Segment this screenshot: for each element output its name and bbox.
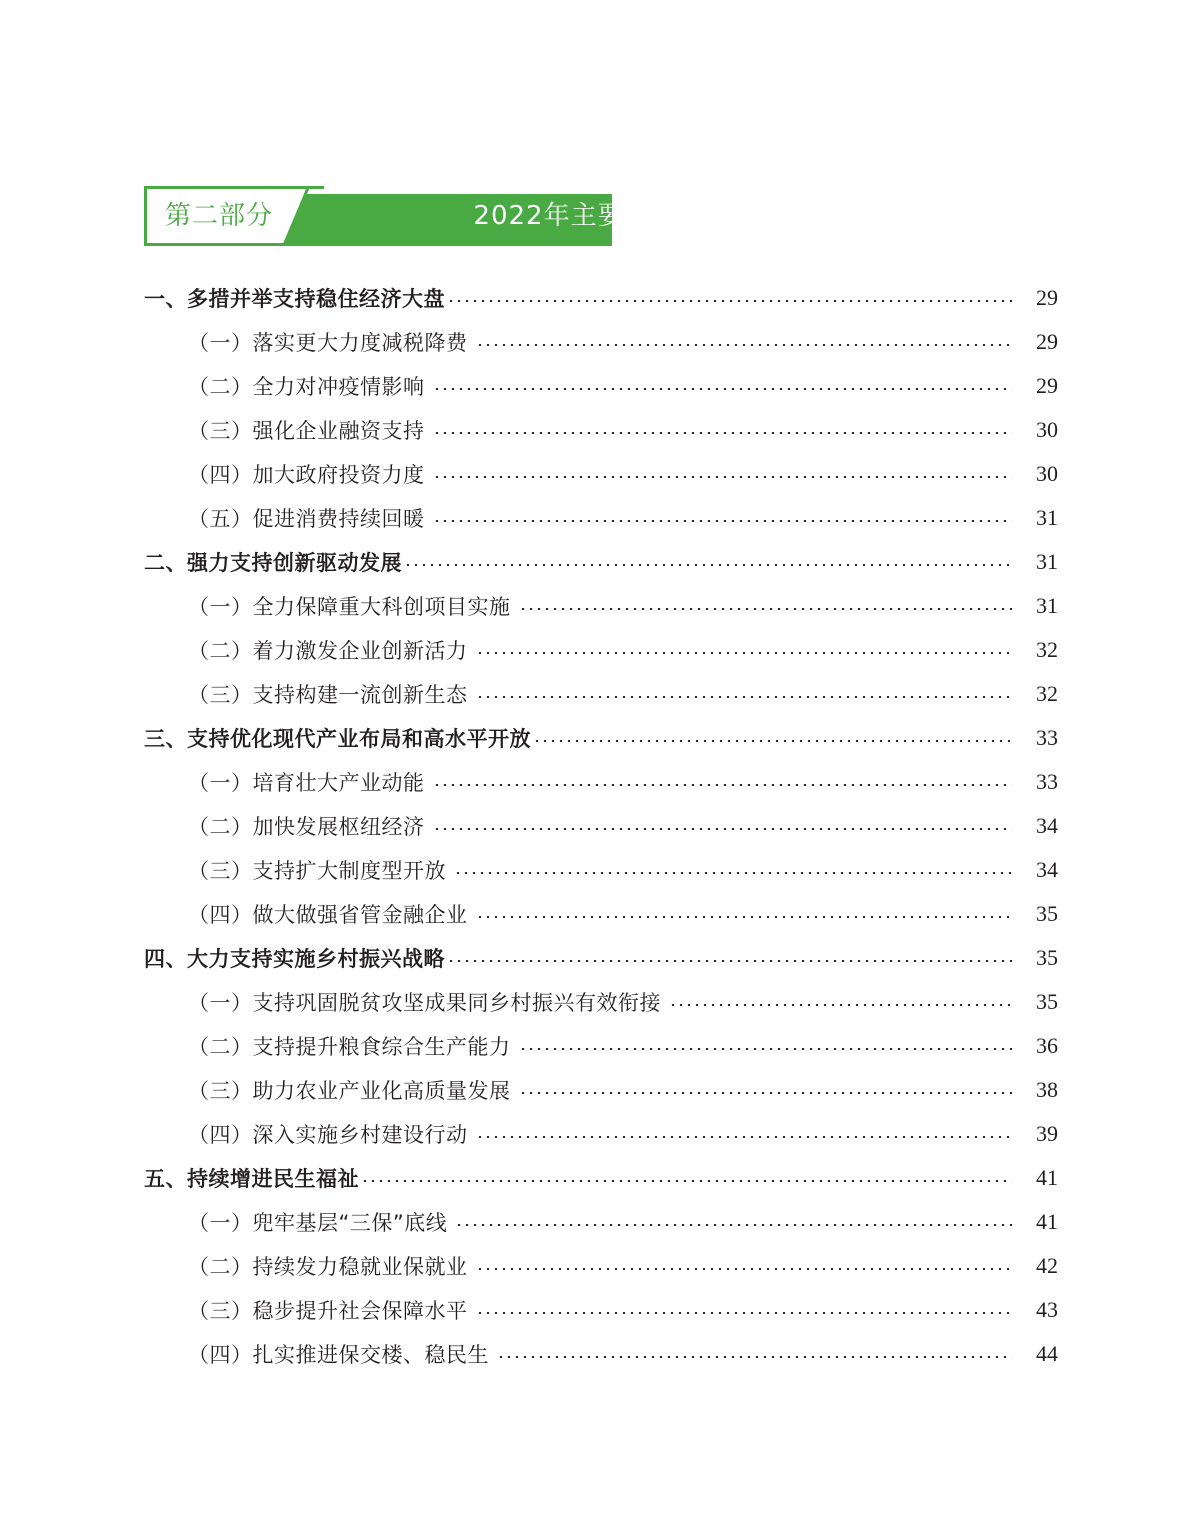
toc-page-number: 43: [1036, 1297, 1058, 1322]
toc-entry-label: 五、持续增进民生福祉: [144, 1167, 359, 1191]
table-of-contents: [144, 276, 1058, 1376]
toc-subsection-entry: [144, 584, 1058, 628]
toc-page-number: 39: [1036, 1121, 1058, 1146]
toc-subsection-entry: [144, 364, 1058, 408]
toc-dot-leader: [433, 476, 1013, 478]
toc-dot-leader: [404, 564, 1012, 566]
toc-subsection-entry: [144, 848, 1058, 892]
toc-dot-leader: [476, 652, 1013, 654]
toc-page-number: 29: [1036, 285, 1058, 310]
toc-page-number: 29: [1036, 373, 1058, 398]
toc-page-number: 31: [1036, 593, 1058, 618]
toc-page-number: 31: [1036, 505, 1058, 530]
toc-dot-leader: [361, 1180, 1012, 1182]
toc-entry-label: 四、大力支持实施乡村振兴战略: [144, 947, 445, 971]
toc-page-number: 33: [1036, 725, 1058, 750]
toc-page-number: 36: [1036, 1033, 1058, 1058]
toc-entry-label: （四）深入实施乡村建设行动: [188, 1123, 468, 1147]
toc-subsection-entry: [144, 760, 1058, 804]
toc-page-number: 35: [1036, 945, 1058, 970]
banner-title: 2022年主要财政工作: [473, 201, 733, 231]
toc-page-number: 34: [1036, 857, 1058, 882]
toc-section-entry: [144, 716, 1058, 760]
toc-entry-label: （三）支持扩大制度型开放: [188, 859, 446, 883]
toc-subsection-entry: [144, 1332, 1058, 1376]
toc-dot-leader: [433, 828, 1013, 830]
toc-dot-leader: [455, 1224, 1012, 1226]
toc-dot-leader: [454, 872, 1012, 874]
toc-section-entry: [144, 936, 1058, 980]
toc-dot-leader: [447, 960, 1012, 962]
toc-entry-label: （二）持续发力稳就业保就业: [188, 1255, 468, 1279]
toc-subsection-entry: [144, 320, 1058, 364]
toc-page-number: 34: [1036, 813, 1058, 838]
toc-subsection-entry: [144, 1288, 1058, 1332]
toc-entry-label: （三）助力农业产业化高质量发展: [188, 1079, 511, 1103]
toc-page-number: 44: [1036, 1341, 1058, 1366]
toc-entry-label: （一）全力保障重大科创项目实施: [188, 595, 511, 619]
toc-entry-label: （三）稳步提升社会保障水平: [188, 1299, 468, 1323]
toc-subsection-entry: [144, 1112, 1058, 1156]
toc-entry-label: （一）支持巩固脱贫攻坚成果同乡村振兴有效衔接: [188, 991, 661, 1015]
toc-dot-leader: [476, 1268, 1013, 1270]
toc-subsection-entry: [144, 1244, 1058, 1288]
toc-page-number: 32: [1036, 637, 1058, 662]
toc-entry-label: （四）做大做强省管金融企业: [188, 903, 468, 927]
toc-entry-label: （三）强化企业融资支持: [188, 419, 425, 443]
toc-dot-leader: [433, 520, 1013, 522]
toc-dot-leader: [433, 432, 1013, 434]
toc-page-number: 29: [1036, 329, 1058, 354]
toc-page-number: 30: [1036, 461, 1058, 486]
toc-dot-leader: [476, 696, 1013, 698]
toc-section-entry: [144, 540, 1058, 584]
toc-entry-label: （一）培育壮大产业动能: [188, 771, 425, 795]
toc-subsection-entry: [144, 672, 1058, 716]
toc-entry-label: （五）促进消费持续回暖: [188, 507, 425, 531]
toc-entry-label: （一）落实更大力度减税降费: [188, 331, 468, 355]
toc-entry-label: （二）着力激发企业创新活力: [188, 639, 468, 663]
toc-entry-label: （一）兜牢基层“三保”底线: [188, 1211, 448, 1235]
toc-page-number: 41: [1036, 1209, 1058, 1234]
toc-dot-leader: [476, 344, 1013, 346]
toc-dot-leader: [669, 1004, 1012, 1006]
toc-dot-leader: [433, 784, 1013, 786]
toc-dot-leader: [476, 1312, 1013, 1314]
toc-subsection-entry: [144, 496, 1058, 540]
toc-entry-label: 三、支持优化现代产业布局和高水平开放: [144, 727, 531, 751]
toc-entry-label: （二）支持提升粮食综合生产能力: [188, 1035, 511, 1059]
toc-subsection-entry: [144, 1024, 1058, 1068]
toc-subsection-entry: [144, 804, 1058, 848]
toc-page-number: 41: [1036, 1165, 1058, 1190]
toc-subsection-entry: [144, 980, 1058, 1024]
toc-dot-leader: [519, 1092, 1013, 1094]
toc-page-number: 31: [1036, 549, 1058, 574]
toc-page-number: 38: [1036, 1077, 1058, 1102]
toc-section-entry: [144, 276, 1058, 320]
toc-subsection-entry: [144, 1068, 1058, 1112]
toc-subsection-entry: [144, 452, 1058, 496]
toc-dot-leader: [519, 608, 1013, 610]
toc-page-number: 42: [1036, 1253, 1058, 1278]
toc-subsection-entry: [144, 1200, 1058, 1244]
toc-dot-leader: [447, 300, 1012, 302]
toc-dot-leader: [476, 916, 1013, 918]
toc-subsection-entry: [144, 892, 1058, 936]
toc-page-number: 32: [1036, 681, 1058, 706]
toc-page-number: 30: [1036, 417, 1058, 442]
toc-entry-label: 二、强力支持创新驱动发展: [144, 551, 402, 575]
toc-dot-leader: [497, 1356, 1012, 1358]
toc-subsection-entry: [144, 408, 1058, 452]
toc-dot-leader: [476, 1136, 1013, 1138]
toc-subsection-entry: [144, 628, 1058, 672]
toc-dot-leader: [533, 740, 1012, 742]
toc-entry-label: （二）全力对冲疫情影响: [188, 375, 425, 399]
toc-entry-label: 一、多措并举支持稳住经济大盘: [144, 287, 445, 311]
toc-entry-label: （四）扎实推进保交楼、稳民生: [188, 1343, 489, 1367]
toc-dot-leader: [433, 388, 1013, 390]
toc-page-number: 35: [1036, 901, 1058, 926]
toc-entry-label: （三）支持构建一流创新生态: [188, 683, 468, 707]
toc-section-entry: [144, 1156, 1058, 1200]
banner-part-label: 第二部分: [164, 201, 273, 231]
section-banner: [144, 186, 733, 246]
toc-page-number: 35: [1036, 989, 1058, 1014]
toc-page-number: 33: [1036, 769, 1058, 794]
toc-entry-label: （四）加大政府投资力度: [188, 463, 425, 487]
toc-dot-leader: [519, 1048, 1013, 1050]
toc-entry-label: （二）加快发展枢纽经济: [188, 815, 425, 839]
